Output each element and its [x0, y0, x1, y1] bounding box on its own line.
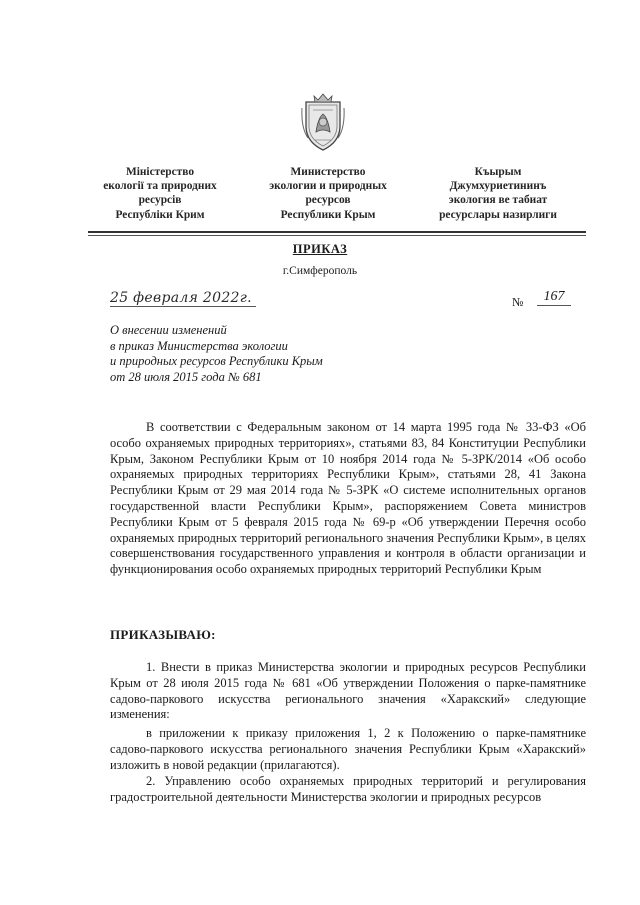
subject-line: от 28 июля 2015 года № 681	[110, 369, 262, 384]
document-title: ПРИКАЗ	[292, 242, 348, 256]
ministry-name-line: Джумхуриетининъ	[449, 180, 547, 193]
header-divider	[88, 231, 586, 233]
number-label: №	[512, 295, 524, 309]
preamble-paragraph: В соответствии с Федеральным законом от 14 марта 1995 года № 33-ФЗ «Об особо охраняемых природных территориях», статьями 83, 84 Конституции Республики Крым, Законом Республики Крым от 10 ноября 2014 года № 5-ЗРК/2014 «Об особо охраняемых природных территориях Республики Крым», статьями 28, 41 Закона Республики Крым от 29 мая 2014 года № 5-ЗРК «О системе исполнительных органов государственной власти Республики Крым», распоряжением Совета министров Республики Крым от 5 февраля 2015 года № 69-р «Об утверждении Перечня особо охраняемых природных территорий регионального значения Республики Крым», в целях совершенствования государственного управления и контроля в области организации и функционирования особо охраняемых природных территорий Республики Крым	[110, 420, 586, 577]
crimea-coat-of-arms-icon	[300, 92, 346, 154]
handwritten-date: 25 февраля 2022г.	[110, 290, 256, 307]
ministry-name-russian	[248, 165, 408, 222]
ministry-name-line: ресурсів	[138, 194, 182, 207]
order-item-1-detail: в приложении к приказу приложения 1, 2 к Положению о парке-памятнике садово-паркового искусства регионального значения Республики Крым «Харакский» изложить в новой редакции (прилагаются).	[110, 726, 586, 772]
order-subject	[110, 323, 410, 385]
item-block	[110, 774, 586, 806]
preamble-block	[110, 420, 586, 578]
order-item-1: 1. Внести в приказ Министерства экологии и природных ресурсов Республики Крым от 28 июля 2015 года № 681 «Об утверждении Положения о парке-памятнике садово-паркового искусства регионального значения «Харакский» следующие изменения:	[110, 660, 586, 722]
subject-line: О внесении изменений	[110, 323, 227, 337]
order-item-2: 2. Управлению особо охраняемых природных территорий и регулирования градостроительной деятельности Министерства экологии и природных ресурсов	[110, 774, 586, 804]
ministry-name-crimean-tatar	[418, 165, 578, 222]
document-city: г.Симферополь	[282, 265, 358, 277]
item-block	[110, 726, 586, 773]
ministry-name-line: Міністерство	[125, 166, 195, 178]
ministry-name-line: екології та природних	[103, 180, 217, 193]
handwritten-number: 167	[537, 289, 571, 306]
order-heading: ПРИКАЗЫВАЮ:	[110, 627, 216, 642]
ministry-name-ukrainian	[80, 165, 240, 222]
subject-line: в приказ Министерства экологии	[110, 338, 288, 353]
ministry-name-line: ресурсов	[305, 194, 351, 207]
ministry-name-line: Республіки Крим	[115, 208, 205, 221]
ministry-name-line: ресурслары назирлиги	[439, 208, 557, 221]
header-divider-thin	[88, 235, 586, 236]
subject-line: и природных ресурсов Республики Крым	[110, 354, 323, 369]
ministry-name-line: Министерство	[290, 166, 366, 178]
ministry-name-line: Республики Крым	[280, 208, 376, 221]
ministry-name-line: Къырым	[474, 166, 522, 178]
ministry-name-line: экологии и природных	[269, 180, 387, 193]
item-block	[110, 660, 586, 723]
ministry-name-line: экология ве табиат	[448, 194, 548, 207]
